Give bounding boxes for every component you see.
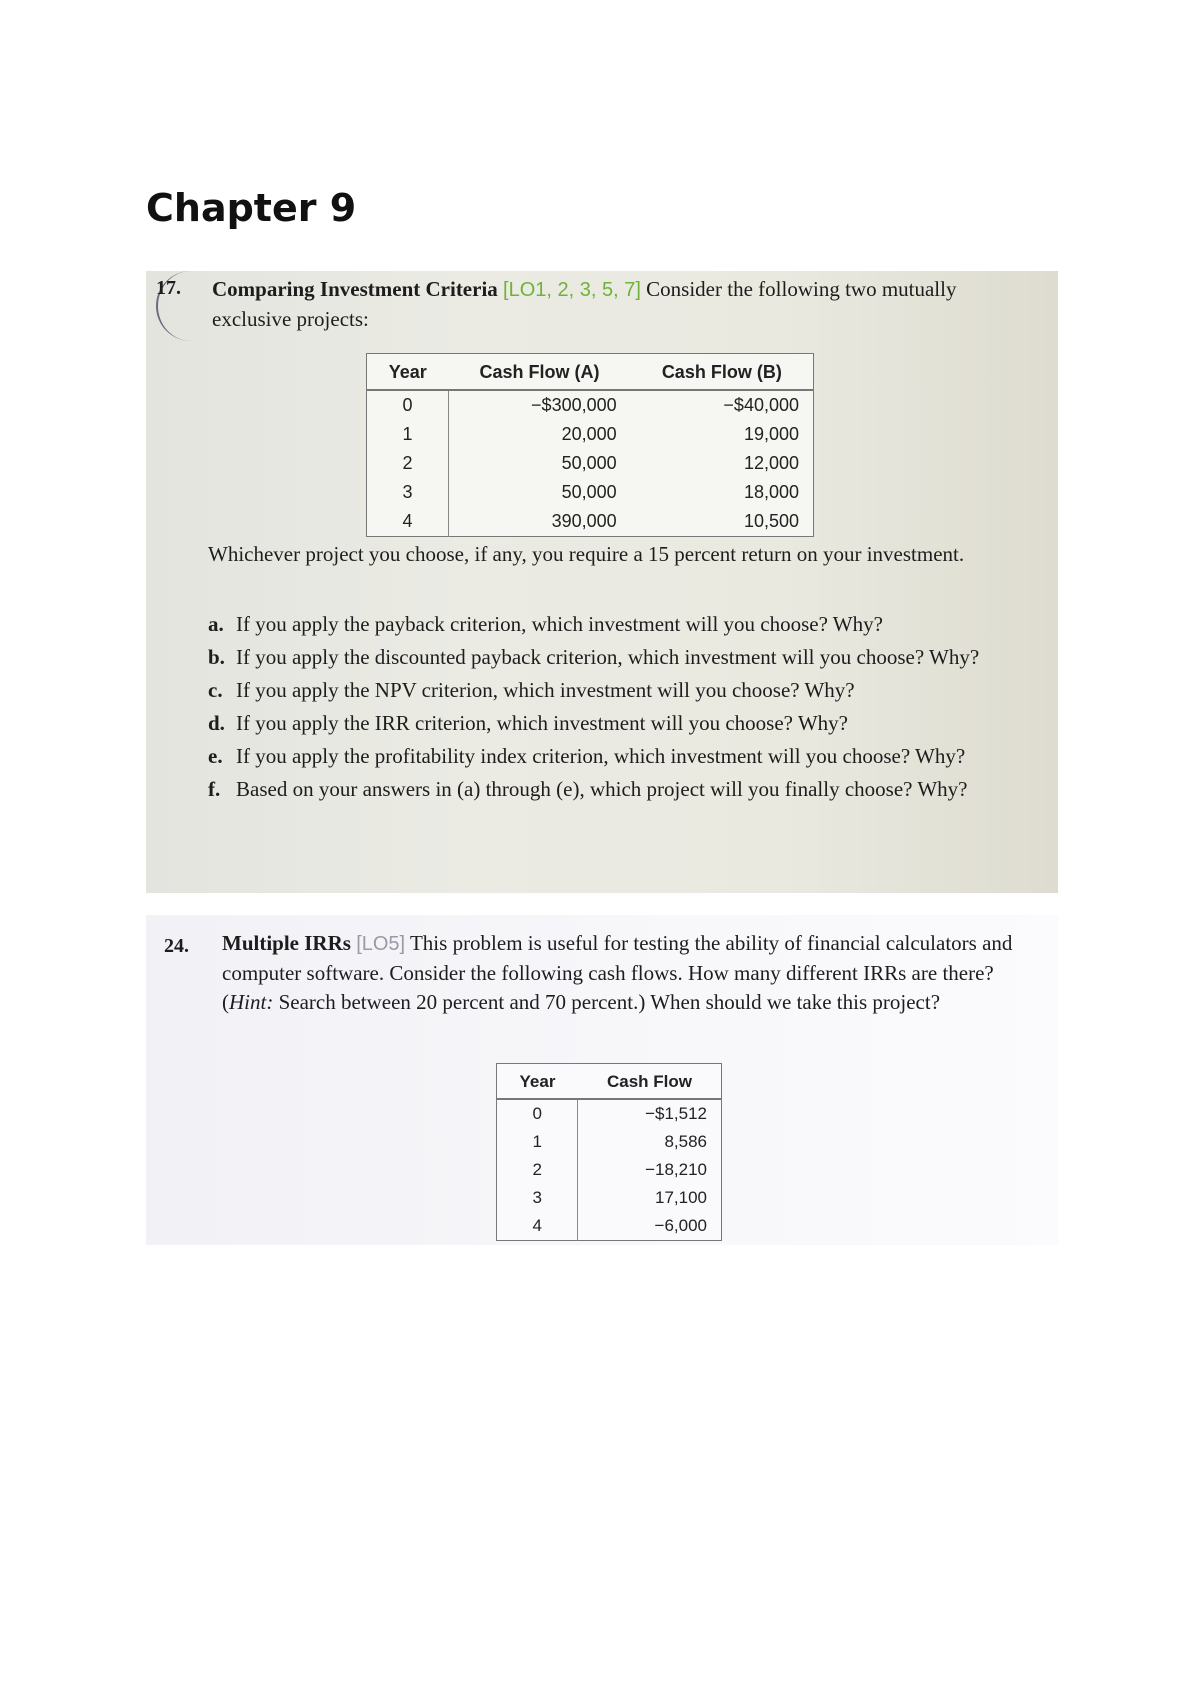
cash-flow-cell: −$40,000 (723, 395, 799, 415)
question-text: If you apply the payback criterion, which investment will you choose? Why? (236, 612, 883, 636)
cash-flow-cell: 50,000 (561, 453, 617, 473)
question-label: b. (208, 645, 225, 669)
question-item (208, 644, 1028, 670)
cash-flow-cell: 10,500 (743, 511, 799, 531)
problem-17-photo (146, 271, 1058, 893)
year-cell: 0 (497, 1099, 578, 1128)
table-row (497, 1099, 722, 1128)
problem-17-number: 17. (156, 277, 181, 299)
cash-flow-cell: 12,000 (743, 453, 799, 473)
problem-17-header (212, 275, 1012, 334)
table-row (367, 449, 814, 478)
year-cell: 3 (497, 1184, 578, 1212)
problem-24-photo (146, 915, 1058, 1245)
cash-flow-cell: 8,586 (664, 1132, 707, 1151)
cash-flow-cell: −18,210 (645, 1160, 707, 1179)
cash-flow-cell: −$300,000 (531, 395, 617, 415)
table-row (367, 507, 814, 537)
chapter-title: Chapter 9 (146, 186, 357, 230)
cash-flow-cell: 18,000 (743, 482, 799, 502)
table-row (497, 1184, 722, 1212)
problem-17-lo: [LO1, 2, 3, 5, 7] (503, 279, 641, 301)
question-text: If you apply the discounted payback criterion, which investment will you choose? Why? (236, 645, 980, 669)
year-cell: 1 (497, 1128, 578, 1156)
hint-label: Hint: (229, 990, 274, 1014)
table-row (497, 1128, 722, 1156)
year-cell: 4 (367, 507, 449, 537)
table-row (367, 478, 814, 507)
table-row (367, 420, 814, 449)
question-text: Based on your answers in (a) through (e), which project will you finally choose? Why? (236, 777, 968, 801)
question-item (208, 611, 1028, 637)
problem-17-intro: Consider the following two mutually exclusive projects: (212, 277, 957, 331)
table-header: Cash Flow (578, 1064, 722, 1100)
problem-24-text (222, 929, 1032, 1017)
problem-24-lo: [LO5] (356, 933, 406, 955)
problem-17-statement: Whichever project you choose, if any, you require a 15 percent return on your investment. (208, 542, 965, 566)
problem-17-title: Comparing Investment Criteria (212, 277, 498, 301)
question-label: e. (208, 744, 223, 768)
year-cell: 0 (367, 390, 449, 420)
table-row (367, 390, 814, 420)
table-header: Year (497, 1064, 578, 1100)
cash-flow-cell: −6,000 (654, 1216, 707, 1235)
year-cell: 1 (367, 420, 449, 449)
year-cell: 4 (497, 1212, 578, 1241)
year-cell: 2 (497, 1156, 578, 1184)
table-row (497, 1212, 722, 1241)
cash-flow-cell: 390,000 (551, 511, 617, 531)
problem-24-title: Multiple IRRs (222, 931, 351, 955)
year-cell: 3 (367, 478, 449, 507)
question-item (208, 710, 1028, 736)
problem-24-body-end: Search between 20 percent and 70 percent.) When should we take this project? (273, 990, 941, 1014)
table-header: Cash Flow (A) (448, 354, 630, 391)
cash-flow-cell: 50,000 (561, 482, 617, 502)
question-item (208, 743, 1028, 769)
table-header: Year (367, 354, 449, 391)
problem-24-body: This problem is useful for testing the ability of financial calculators and computer software. Consider the following cash flows. How many different IRRs are there? ( (222, 931, 1013, 1014)
cash-flow-cell: 19,000 (743, 424, 799, 444)
problem-24-number: 24. (164, 935, 189, 957)
question-text: If you apply the profitability index criterion, which investment will you choose? Why? (236, 744, 966, 768)
year-cell: 2 (367, 449, 449, 478)
cash-flow-cell: 17,100 (655, 1188, 707, 1207)
problem-17-table (366, 353, 814, 537)
question-label: f. (208, 777, 221, 801)
question-item (208, 677, 1028, 703)
table-header: Cash Flow (B) (631, 354, 814, 391)
question-item (208, 776, 1028, 802)
question-label: d. (208, 711, 225, 735)
table-row (497, 1156, 722, 1184)
cash-flow-cell: −$1,512 (645, 1104, 707, 1123)
question-list (208, 611, 1028, 809)
problem-24-table (496, 1063, 722, 1241)
question-text: If you apply the IRR criterion, which investment will you choose? Why? (236, 711, 848, 735)
question-label: a. (208, 612, 224, 636)
cash-flow-cell: 20,000 (561, 424, 617, 444)
question-label: c. (208, 678, 223, 702)
question-text: If you apply the NPV criterion, which investment will you choose? Why? (236, 678, 855, 702)
